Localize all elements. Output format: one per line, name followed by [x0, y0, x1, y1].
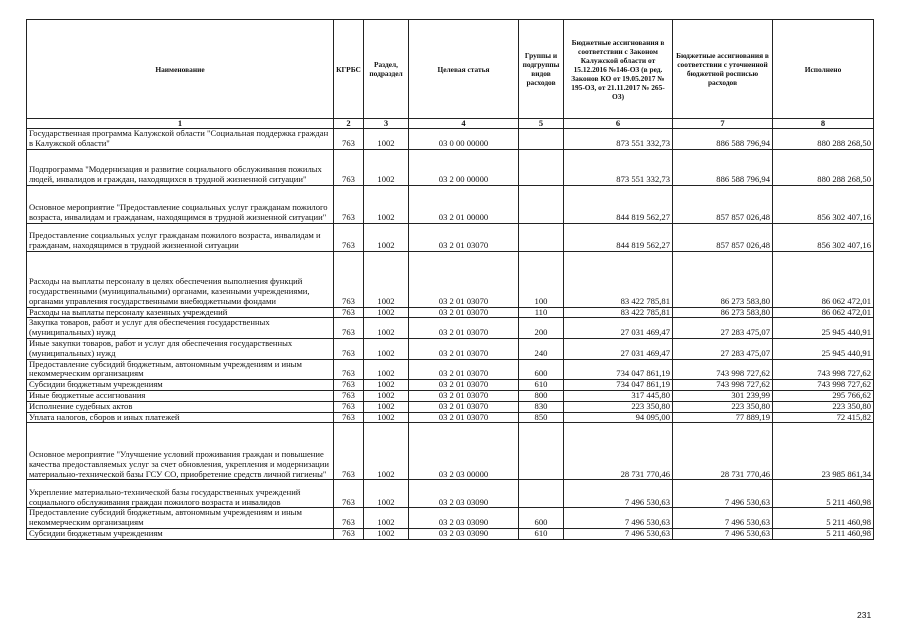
row-section: 1002	[364, 423, 409, 480]
row-name: Субсидии бюджетным учреждениям	[27, 380, 334, 391]
row-group: 240	[519, 338, 564, 359]
table-row	[27, 480, 874, 508]
row-executed: 5 211 460,98	[773, 480, 874, 508]
table-row	[27, 129, 874, 150]
row-target: 03 2 01 03070	[409, 251, 519, 307]
table-row	[27, 223, 874, 251]
row-law: 734 047 861,19	[564, 359, 673, 380]
row-name: Предоставление субсидий бюджетным, автономным учреждениям и иным некоммерческим организациям	[27, 359, 334, 380]
row-name: Расходы на выплаты персоналу казенных учреждений	[27, 307, 334, 318]
row-kgrbs: 763	[334, 480, 364, 508]
row-executed: 880 288 268,50	[773, 149, 874, 185]
header-name: Наименование	[27, 20, 334, 119]
row-refined: 28 731 770,46	[673, 423, 773, 480]
row-group	[519, 185, 564, 223]
row-law: 734 047 861,19	[564, 380, 673, 391]
row-section: 1002	[364, 380, 409, 391]
row-group: 830	[519, 401, 564, 412]
row-name: Закупка товаров, работ и услуг для обеспечения государственных (муниципальных) нужд	[27, 318, 334, 339]
row-section: 1002	[364, 508, 409, 529]
table-row	[27, 528, 874, 539]
row-group: 100	[519, 251, 564, 307]
table-row	[27, 423, 874, 480]
row-executed: 856 302 407,16	[773, 223, 874, 251]
row-section: 1002	[364, 318, 409, 339]
header-row	[27, 20, 874, 119]
row-group: 600	[519, 359, 564, 380]
row-name: Исполнение судебных актов	[27, 401, 334, 412]
row-target: 03 2 01 03070	[409, 401, 519, 412]
row-section: 1002	[364, 251, 409, 307]
row-name: Иные бюджетные ассигнования	[27, 390, 334, 401]
row-section: 1002	[364, 528, 409, 539]
row-group: 600	[519, 508, 564, 529]
row-name: Основное мероприятие "Предоставление социальных услуг гражданам пожилого возраста, инвалидам и гражданам, находящимся в трудной жизненной ситуации"	[27, 185, 334, 223]
row-refined: 27 283 475,07	[673, 318, 773, 339]
column-number: 7	[673, 119, 773, 129]
row-kgrbs: 763	[334, 318, 364, 339]
column-number: 8	[773, 119, 874, 129]
table-row	[27, 412, 874, 423]
column-number: 2	[334, 119, 364, 129]
row-executed: 5 211 460,98	[773, 508, 874, 529]
row-kgrbs: 763	[334, 251, 364, 307]
row-target: 03 2 01 03070	[409, 412, 519, 423]
column-number-row	[27, 119, 874, 129]
table-row	[27, 508, 874, 529]
row-name: Предоставление субсидий бюджетным, автономным учреждениям и иным некоммерческим организациям	[27, 508, 334, 529]
row-section: 1002	[364, 338, 409, 359]
table-row	[27, 318, 874, 339]
row-group	[519, 480, 564, 508]
row-refined: 743 998 727,62	[673, 380, 773, 391]
row-refined: 27 283 475,07	[673, 338, 773, 359]
header-law: Бюджетные ассигнования в соответствии с Законом Калужской области от 15.12.2016 №146-ОЗ (в ред. Законов КО от 19.05.2017 № 195-ОЗ, от 21.11.2017 № 265-ОЗ)	[564, 20, 673, 119]
row-law: 7 496 530,63	[564, 528, 673, 539]
row-law: 317 445,80	[564, 390, 673, 401]
row-section: 1002	[364, 129, 409, 150]
row-kgrbs: 763	[334, 359, 364, 380]
table-row	[27, 359, 874, 380]
row-refined: 77 889,19	[673, 412, 773, 423]
row-target: 03 0 00 00000	[409, 129, 519, 150]
row-name: Государственная программа Калужской области "Социальная поддержка граждан в Калужской области"	[27, 129, 334, 150]
row-refined: 86 273 583,80	[673, 307, 773, 318]
row-target: 03 2 03 03090	[409, 508, 519, 529]
row-section: 1002	[364, 223, 409, 251]
row-executed: 743 998 727,62	[773, 380, 874, 391]
row-refined: 743 998 727,62	[673, 359, 773, 380]
row-law: 27 031 469,47	[564, 338, 673, 359]
row-group: 850	[519, 412, 564, 423]
row-kgrbs: 763	[334, 508, 364, 529]
row-law: 844 819 562,27	[564, 185, 673, 223]
row-target: 03 2 03 03090	[409, 480, 519, 508]
row-executed: 856 302 407,16	[773, 185, 874, 223]
row-target: 03 2 03 03090	[409, 528, 519, 539]
row-kgrbs: 763	[334, 149, 364, 185]
header-kgrbs: КГРБС	[334, 20, 364, 119]
row-target: 03 2 01 03070	[409, 380, 519, 391]
row-group	[519, 129, 564, 150]
row-section: 1002	[364, 480, 409, 508]
row-target: 03 2 01 03070	[409, 390, 519, 401]
row-name: Расходы на выплаты персоналу в целях обеспечения выполнения функций государственными (муниципальными) органами, казенными учреждениями, органами управления государственными внебюджетными фондами	[27, 251, 334, 307]
row-target: 03 2 01 03070	[409, 223, 519, 251]
row-target: 03 2 01 03070	[409, 338, 519, 359]
row-executed: 295 766,62	[773, 390, 874, 401]
row-target: 03 2 01 03070	[409, 307, 519, 318]
row-kgrbs: 763	[334, 412, 364, 423]
row-law: 94 095,00	[564, 412, 673, 423]
row-name: Укрепление материально-технической базы государственных учреждений социального обслуживания граждан пожилого возраста и инвалидов	[27, 480, 334, 508]
row-group	[519, 223, 564, 251]
row-law: 7 496 530,63	[564, 508, 673, 529]
table-row	[27, 390, 874, 401]
row-executed: 86 062 472,01	[773, 307, 874, 318]
row-name: Иные закупки товаров, работ и услуг для обеспечения государственных (муниципальных) нужд	[27, 338, 334, 359]
row-group	[519, 423, 564, 480]
row-refined: 223 350,80	[673, 401, 773, 412]
row-law: 83 422 785,81	[564, 251, 673, 307]
row-name: Основное мероприятие "Улучшение условий проживания граждан и повышение качества предоставляемых услуг за счет обновления, укрепления и модернизации материально-технической базы ГСУ СО, приобретение средств личной гигиены"	[27, 423, 334, 480]
row-section: 1002	[364, 185, 409, 223]
row-kgrbs: 763	[334, 528, 364, 539]
row-name: Предоставление социальных услуг гражданам пожилого возраста, инвалидам и гражданам, находящимся в трудной жизненной ситуации	[27, 223, 334, 251]
table-row	[27, 401, 874, 412]
row-law: 28 731 770,46	[564, 423, 673, 480]
table-row	[27, 185, 874, 223]
row-kgrbs: 763	[334, 390, 364, 401]
row-executed: 25 945 440,91	[773, 318, 874, 339]
row-kgrbs: 763	[334, 380, 364, 391]
table-row	[27, 251, 874, 307]
row-kgrbs: 763	[334, 307, 364, 318]
row-section: 1002	[364, 390, 409, 401]
row-refined: 301 239,99	[673, 390, 773, 401]
row-refined: 7 496 530,63	[673, 480, 773, 508]
row-group: 110	[519, 307, 564, 318]
row-kgrbs: 763	[334, 129, 364, 150]
table-row	[27, 149, 874, 185]
row-refined: 886 588 796,94	[673, 149, 773, 185]
row-name: Подпрограмма "Модернизация и развитие социального обслуживания пожилых людей, инвалидов и граждан, находящихся в трудной жизненной ситуации"	[27, 149, 334, 185]
row-target: 03 2 01 00000	[409, 185, 519, 223]
row-target: 03 2 01 03070	[409, 318, 519, 339]
row-section: 1002	[364, 359, 409, 380]
row-group: 200	[519, 318, 564, 339]
row-law: 873 551 332,73	[564, 149, 673, 185]
row-law: 223 350,80	[564, 401, 673, 412]
row-executed: 86 062 472,01	[773, 251, 874, 307]
row-executed: 223 350,80	[773, 401, 874, 412]
row-name: Субсидии бюджетным учреждениям	[27, 528, 334, 539]
row-section: 1002	[364, 307, 409, 318]
row-kgrbs: 763	[334, 338, 364, 359]
row-refined: 857 857 026,48	[673, 223, 773, 251]
row-group: 800	[519, 390, 564, 401]
row-refined: 86 273 583,80	[673, 251, 773, 307]
row-executed: 743 998 727,62	[773, 359, 874, 380]
row-executed: 72 415,82	[773, 412, 874, 423]
row-section: 1002	[364, 412, 409, 423]
row-section: 1002	[364, 149, 409, 185]
row-refined: 886 588 796,94	[673, 129, 773, 150]
column-number: 1	[27, 119, 334, 129]
row-group: 610	[519, 528, 564, 539]
row-executed: 23 985 861,34	[773, 423, 874, 480]
row-kgrbs: 763	[334, 185, 364, 223]
row-target: 03 2 01 03070	[409, 359, 519, 380]
column-number: 4	[409, 119, 519, 129]
row-section: 1002	[364, 401, 409, 412]
row-refined: 7 496 530,63	[673, 528, 773, 539]
budget-table	[26, 19, 874, 540]
row-kgrbs: 763	[334, 423, 364, 480]
row-kgrbs: 763	[334, 401, 364, 412]
header-refined: Бюджетные ассигнования в соответствии с уточненной бюджетной росписью расходов	[673, 20, 773, 119]
row-target: 03 2 00 00000	[409, 149, 519, 185]
column-number: 6	[564, 119, 673, 129]
row-name: Уплата налогов, сборов и иных платежей	[27, 412, 334, 423]
row-executed: 880 288 268,50	[773, 129, 874, 150]
table-row	[27, 307, 874, 318]
row-executed: 5 211 460,98	[773, 528, 874, 539]
table-row	[27, 380, 874, 391]
row-law: 7 496 530,63	[564, 480, 673, 508]
row-refined: 7 496 530,63	[673, 508, 773, 529]
row-law: 873 551 332,73	[564, 129, 673, 150]
page-number: 231	[857, 610, 872, 620]
column-number: 5	[519, 119, 564, 129]
row-law: 27 031 469,47	[564, 318, 673, 339]
header-executed: Исполнено	[773, 20, 874, 119]
row-group	[519, 149, 564, 185]
header-target: Целевая статья	[409, 20, 519, 119]
row-target: 03 2 03 00000	[409, 423, 519, 480]
table-row	[27, 338, 874, 359]
row-law: 83 422 785,81	[564, 307, 673, 318]
row-group: 610	[519, 380, 564, 391]
row-refined: 857 857 026,48	[673, 185, 773, 223]
header-section: Раздел, подраздел	[364, 20, 409, 119]
row-law: 844 819 562,27	[564, 223, 673, 251]
header-group: Группы и подгруппы видов расходов	[519, 20, 564, 119]
row-kgrbs: 763	[334, 223, 364, 251]
table-body	[27, 129, 874, 540]
row-executed: 25 945 440,91	[773, 338, 874, 359]
column-number: 3	[364, 119, 409, 129]
